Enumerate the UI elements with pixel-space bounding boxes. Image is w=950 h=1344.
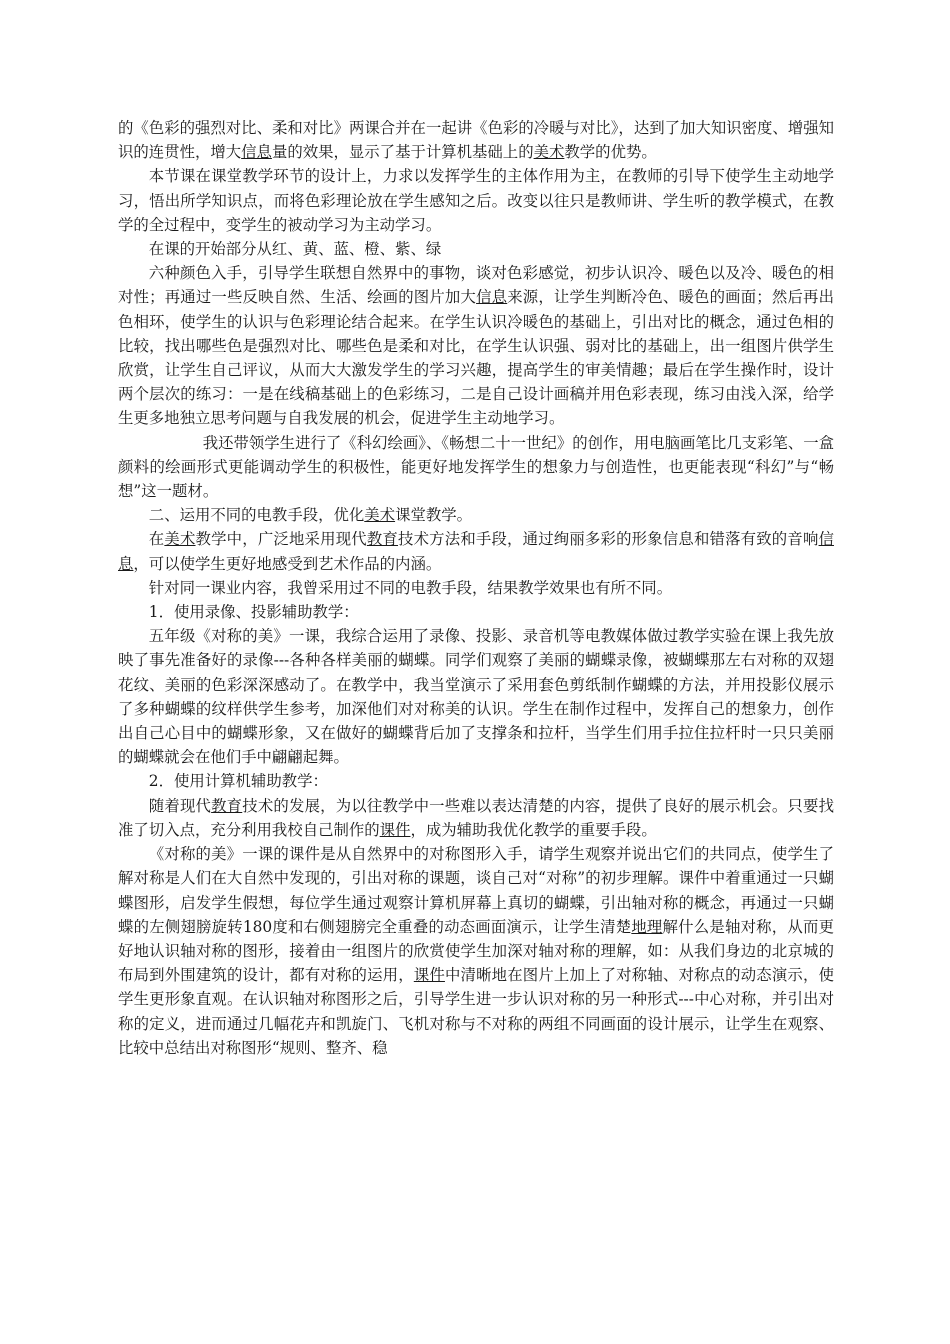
keyword-link[interactable]: 信息 <box>241 143 272 162</box>
keyword-link[interactable]: 信息 <box>118 530 834 573</box>
paragraph <box>118 503 834 527</box>
text-run: 教学的优势。 <box>564 143 657 162</box>
paragraph <box>118 576 834 600</box>
paragraph <box>118 842 834 1060</box>
text-run: 六种颜色入手，引导学生联想自然界中的事物，谈对色彩感觉，初步认识冷、暖色以及冷、暖色的相对性；再通过一些反映自然、生活、绘画的图片加大 <box>118 264 834 307</box>
paragraph <box>118 431 834 504</box>
text-run: 二、运用不同的电教手段，优化 <box>148 506 365 525</box>
keyword-link[interactable]: 美术 <box>364 506 396 525</box>
text-run: 在 <box>148 530 165 549</box>
paragraph <box>118 600 834 624</box>
text-run: 教学中，广泛地采用现代 <box>195 530 367 549</box>
document-page <box>118 116 834 1060</box>
keyword-link[interactable]: 美术 <box>164 530 196 549</box>
paragraph <box>118 261 834 430</box>
paragraph <box>118 527 834 575</box>
text-run: ，可以使学生更好地感受到艺术作品的内涵。 <box>133 554 442 573</box>
text-run: 课堂教学。 <box>395 506 473 525</box>
paragraph <box>118 116 834 164</box>
text-run: 五年级《对称的美》一课，我综合运用了录像、投影、录音机等电教媒体做过教学实验在课上我先放映了事先准备好的录像---各种各样美丽的蝴蝶。同学们观察了美丽的蝴蝶录像，被蝴蝶那左右对称的双翅花纹、美丽的色彩深深感动了。在教学中，我当堂演示了采用套色剪纸制作蝴蝶的方法，并用投影仪展示了多种蝴蝶的纹样供学生参考，加深他们对对称美的认识。学生在制作过程中，发挥自己的想象力，创作出自己心目中的蝴蝶形象，又在做好的蝴蝶背后加了支撑条和拉杆，当学生们用手拉住拉杆时一只只美丽的蝴蝶就会在他们手中翩翩起舞。 <box>118 627 834 767</box>
text-run: 在课的开始部分从红、黄、蓝、橙、紫、绿 <box>148 240 442 259</box>
text-run: 中清晰地在图片上加上了对称轴、对称点的动态演示，使学生更形象直观。在认识轴对称图形之后，引导学生进一步认识对称的另一种形式---中心对称，并引出对称的定义，进而通过几幅花卉和凯旋门、飞机对称与不对称的两组不同画面的设计展示，让学生在观察、比较中总结出对称图形“规则、整齐、稳 <box>118 966 834 1057</box>
text-run: 1．使用录像、投影辅助教学： <box>148 603 359 622</box>
text-run: 解什么是轴对称，从而更好地认识轴对称的图形，接着由一组图片的欣赏使学生加深对轴对称的理解，如：从我们身边的北京城的布局到外围建筑的设计，都有对称的运用， <box>118 917 834 985</box>
text-run: 本节课在课堂教学环节的设计上，力求以发挥学生的主体作用为主，在教师的引导下使学生主动地学习，悟出所学知识点，而将色彩理论放在学生感知之后。改变以往只是教师讲、学生听的教学模式，在教学的全过程中，变学生的被动学习为主动学习。 <box>118 167 834 234</box>
keyword-link[interactable]: 美术 <box>533 143 565 162</box>
paragraph <box>118 624 834 769</box>
keyword-link[interactable]: 课件 <box>379 820 411 839</box>
text-run: 《对称的美》一课的课件是从自然界中的对称图形入手，请学生观察并说出它们的共同点，使学生了解对称是人们在大自然中发现的，引出对称的课题，谈自己对“对称”的初步理解。课件中着重通过一只蝴蝶图形，启发学生假想，每位学生通过观察计算机屏幕上真切的蝴蝶，引出轴对称的概念，再通过一只蝴蝶的左侧翅膀旋转180度和右侧翅膀完全重叠的动态画面演示，让学生清楚 <box>118 845 834 936</box>
text-run: 量的效果，显示了基于计算机基础上的 <box>271 143 534 162</box>
keyword-link[interactable]: 地理 <box>631 917 663 936</box>
keyword-link[interactable]: 课件 <box>413 966 445 985</box>
keyword-link[interactable]: 教育 <box>211 796 243 815</box>
text-run: 技术方法和手段，通过绚丽多彩的形象信息和错落有致的音响 <box>398 530 819 549</box>
keyword-link[interactable]: 信息 <box>476 288 508 307</box>
text-run: 针对同一课业内容，我曾采用过不同的电教手段，结果教学效果也有所不同。 <box>148 578 673 597</box>
paragraph <box>118 794 834 842</box>
text-run: 我还带领学生进行了《科幻绘画》、《畅想二十一世纪》的创作，用电脑画笔比几支彩笔、一盒颜料的绘画形式更能调动学生的积极性，能更好地发挥学生的想象力与创造性，也更能表现“科幻”与“畅想”这一题材。 <box>118 433 834 501</box>
text-run: 技术的发展，为以往教学中一些难以表达清楚的内容，提供了良好的展示机会。只要找准了切入点，充分利用我校自己制作的 <box>118 796 834 839</box>
text-run: 2．使用计算机辅助教学： <box>148 772 328 791</box>
text-run: ，成为辅助我优化教学的重要手段。 <box>410 820 657 839</box>
text-run: 来源，让学生判断冷色、暖色的画面；然后再出色相环，使学生的认识与色彩理论结合起来。在学生认识冷暖色的基础上，引出对比的概念，通过色相的比较，找出哪些色是强烈对比、哪些色是柔和对比，在学生认识强、弱对比的基础上，出一组图片供学生欣赏，让学生自己评议，从而大大激发学生的学习兴趣，提高学生的审美情趣；最后在学生操作时，设计两个层次的练习：一是在线稿基础上的色彩练习，二是自己设计画稿并用色彩表现，练习由浅入深，给学生更多地独立思考问题与自我发展的机会，促进学生主动地学习。 <box>118 288 834 428</box>
paragraph <box>118 164 834 237</box>
keyword-link[interactable]: 教育 <box>366 530 399 549</box>
paragraph <box>118 769 834 793</box>
paragraph <box>118 237 834 261</box>
text-run: 随着现代 <box>148 796 212 815</box>
text-run: 的《色彩的强烈对比、柔和对比》两课合并在一起讲《色彩的冷暖与对比》，达到了加大知识密度、增强知识的连贯性，增大 <box>118 119 834 162</box>
